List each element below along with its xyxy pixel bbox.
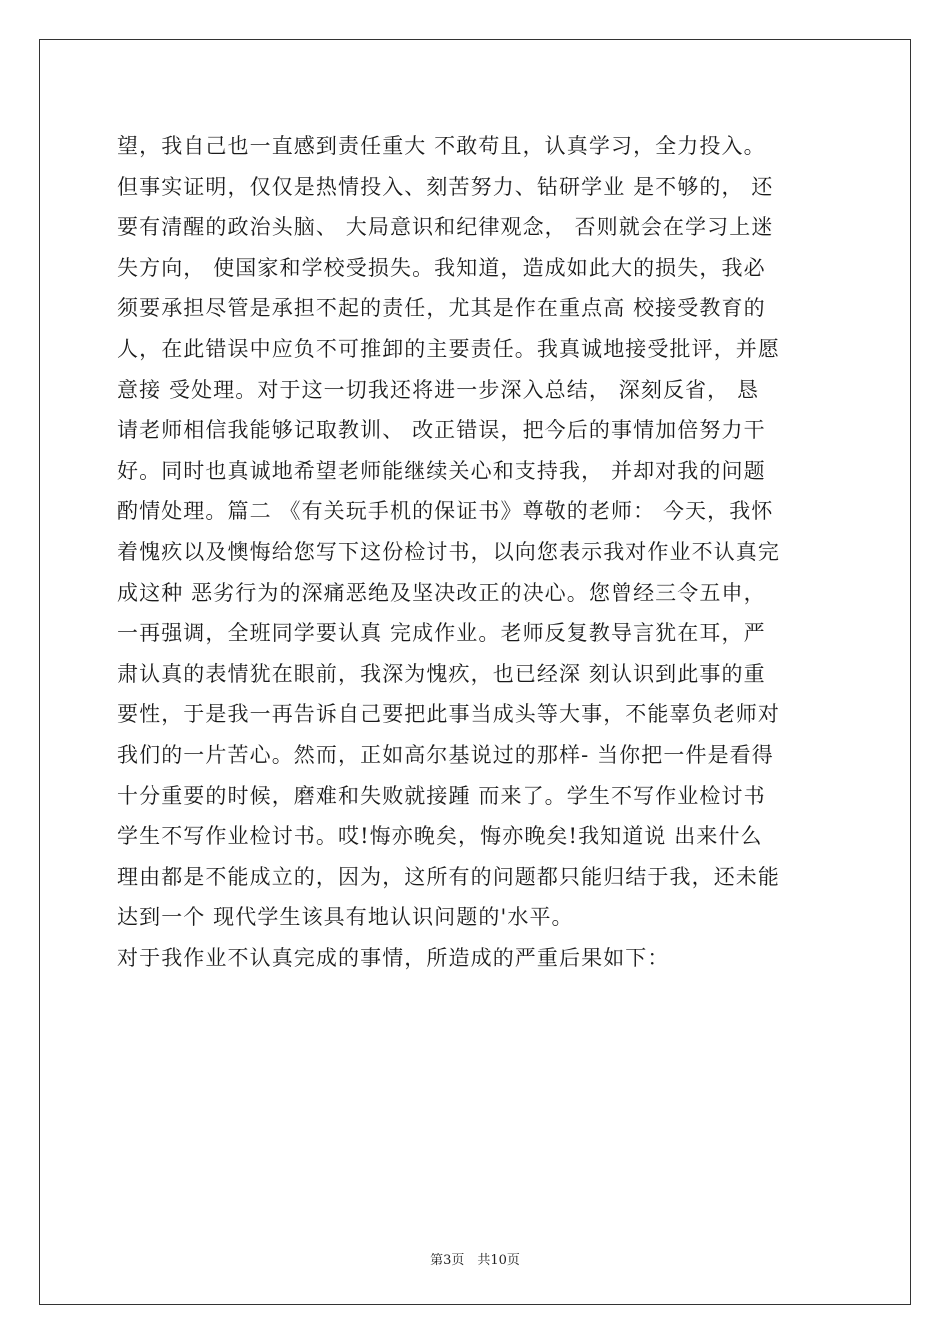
text-line: 成这种 恶劣行为的深痛恶绝及坚决改正的决心。您曾经三令五申， [117,580,766,605]
document-body [117,126,833,978]
text-line: 学生不写作业检讨书。哎!悔亦晚矣，悔亦晚矣!我知道说 出来什么 [117,824,763,849]
page-number-footer: 第3页 共10页 [430,1253,520,1268]
text-line: 对于我作业不认真完成的事情，所造成的严重后果如下： [117,945,670,970]
text-line: 人，在此错误中应负不可推卸的主要责任。我真诚地接受批评，并愿 [117,336,780,361]
text-line: 酌情处理。篇二 《有关玩手机的保证书》尊敬的老师： 今天，我怀 [117,499,774,524]
text-line: 理由都是不能成立的，因为，这所有的问题都只能归结于我，还未能 [117,864,780,889]
text-line: 十分重要的时候，磨难和失败就接踵 而来了。学生不写作业检讨书 [117,783,766,808]
text-line: 要性，于是我一再告诉自己要把此事当成头等大事，不能辜负老师对 [117,702,780,727]
text-line: 一再强调，全班同学要认真 完成作业。老师反复教导言犹在耳，严 [117,621,766,646]
text-line: 望，我自己也一直感到责任重大 不敢苟且，认真学习，全力投入。 [117,134,766,158]
text-line: 但事实证明，仅仅是热情投入、刻苦努力、钻研学业 是不够的， 还 [117,174,774,199]
text-line: 肃认真的表情犹在眼前，我深为愧疚，也已经深 刻认识到此事的重 [117,661,766,686]
text-line: 达到一个 现代学生该具有地认识问题的'水平。 [117,905,574,930]
text-line: 着愧疚以及懊悔给您写下这份检讨书，以向您表示我对作业不认真完 [117,539,780,564]
text-line: 请老师相信我能够记取教训、 改正错误，把今后的事情加倍努力干 [117,418,766,443]
text-line: 要有清醒的政治头脑、 大局意识和纪律观念， 否则就会在学习上迷 [117,215,774,240]
text-line: 我们的一片苦心。然而，正如高尔基说过的那样- 当你把一件是看得 [117,742,774,767]
text-line: 意接 受处理。对于这一切我还将进一步深入总结， 深刻反省， 恳 [117,377,760,402]
text-line: 好。同时也真诚地希望老师能继续关心和支持我， 并却对我的问题 [117,458,766,483]
text-line: 失方向， 使国家和学校受损失。我知道，造成如此大的损失，我必 [117,255,766,280]
text-line: 须要承担尽管是承担不起的责任，尤其是作在重点高 校接受教育的 [117,296,766,321]
